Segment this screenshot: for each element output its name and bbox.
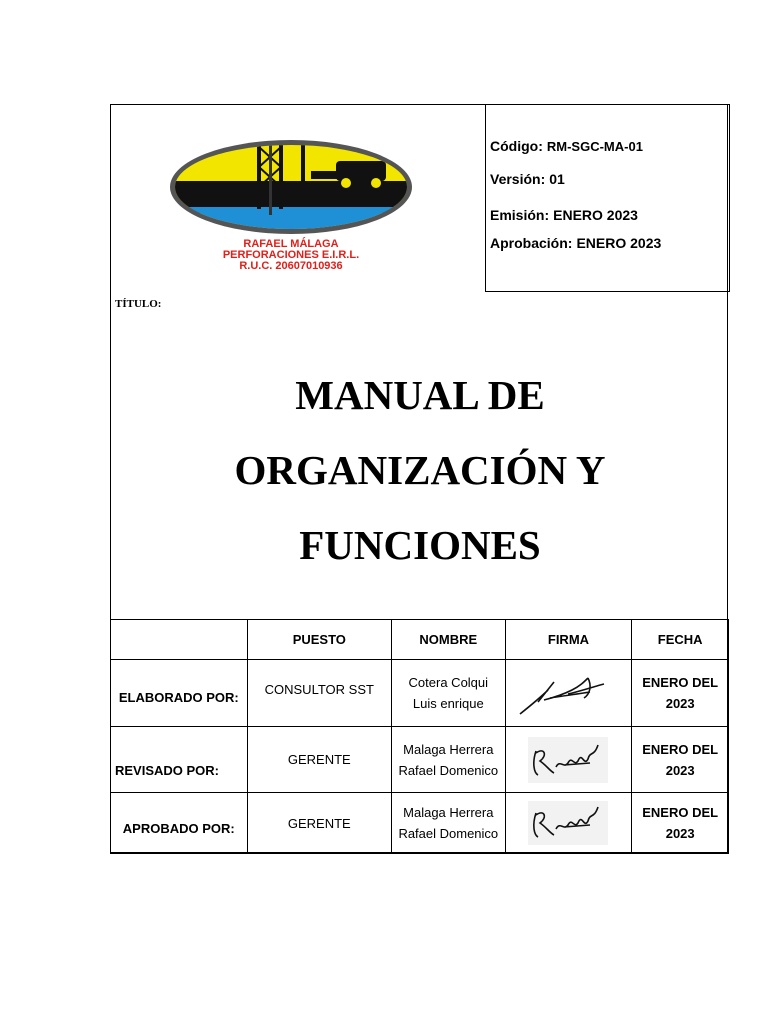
meta-version xyxy=(490,171,565,187)
table-row xyxy=(111,793,729,854)
signature-image xyxy=(528,801,608,845)
logo-text-line3: R.U.C. 20607010936 xyxy=(239,260,343,271)
row-nombre xyxy=(392,727,506,793)
fecha-line-2: 2023 xyxy=(665,826,695,841)
nombre-line-1: Malaga Herrera xyxy=(403,741,494,757)
row-firma xyxy=(505,660,632,727)
fecha-line-2: 2023 xyxy=(665,762,695,778)
row-label: APROBADO POR: xyxy=(111,793,248,854)
row-label: REVISADO POR: xyxy=(111,727,248,793)
row-puesto: GERENTE xyxy=(247,793,391,854)
row-fecha xyxy=(632,727,729,793)
row-nombre xyxy=(392,660,506,727)
document-cover-frame xyxy=(110,104,728,853)
fecha-line-2: 2023 xyxy=(665,696,695,711)
header-firma: FIRMA xyxy=(505,620,632,660)
header-empty xyxy=(111,620,248,660)
row-puesto: GERENTE xyxy=(247,727,391,793)
table-header-row xyxy=(111,620,729,660)
row-firma xyxy=(505,793,632,854)
aprobacion-value: ENERO 2023 xyxy=(576,235,662,251)
emision-value: ENERO 2023 xyxy=(553,207,638,223)
row-label: ELABORADO POR: xyxy=(111,660,248,727)
version-label: Versión: xyxy=(490,171,546,187)
fecha-line-1: ENERO DEL xyxy=(642,805,719,820)
row-puesto: CONSULTOR SST xyxy=(247,660,391,727)
header-nombre: NOMBRE xyxy=(392,620,506,660)
meta-codigo xyxy=(490,138,643,154)
signature-image xyxy=(528,737,608,783)
title-line-3: FUNCIONES xyxy=(299,522,541,568)
nombre-line-2: Rafael Domenico xyxy=(398,826,499,841)
version-value: 01 xyxy=(549,171,565,187)
codigo-value: RM-SGC-MA-01 xyxy=(546,139,643,154)
fecha-line-1: ENERO DEL xyxy=(642,741,719,757)
logo-text-line1: RAFAEL MÁLAGA xyxy=(243,238,339,250)
title-line-1: MANUAL DE xyxy=(295,372,545,418)
header-fecha: FECHA xyxy=(632,620,729,660)
row-fecha xyxy=(632,660,729,727)
nombre-line-2: Luis enrique xyxy=(412,696,484,711)
fecha-line-1: ENERO DEL xyxy=(642,675,719,690)
document-meta-box xyxy=(485,104,730,292)
logo-text-line2: PERFORACIONES E.I.R.L. xyxy=(222,249,360,261)
nombre-line-1: Malaga Herrera xyxy=(403,805,494,820)
table-row xyxy=(111,660,729,727)
nombre-line-1: Cotera Colqui xyxy=(408,675,489,690)
meta-emision xyxy=(490,207,638,223)
company-logo xyxy=(161,137,421,271)
titulo-label: TÍTULO: xyxy=(115,298,162,310)
aprobacion-label: Aprobación: xyxy=(490,235,573,251)
signature-image xyxy=(518,668,618,718)
row-firma xyxy=(505,727,632,793)
emision-label: Emisión: xyxy=(490,207,550,223)
meta-aprobacion xyxy=(490,235,661,251)
table-row xyxy=(111,727,729,793)
header-puesto: PUESTO xyxy=(247,620,391,660)
approval-table xyxy=(110,619,729,854)
codigo-label: Código: xyxy=(490,138,543,154)
title-line-2: ORGANIZACIÓN Y xyxy=(234,447,606,493)
nombre-line-2: Rafael Domenico xyxy=(398,762,499,778)
row-nombre xyxy=(392,793,506,854)
row-fecha xyxy=(632,793,729,854)
